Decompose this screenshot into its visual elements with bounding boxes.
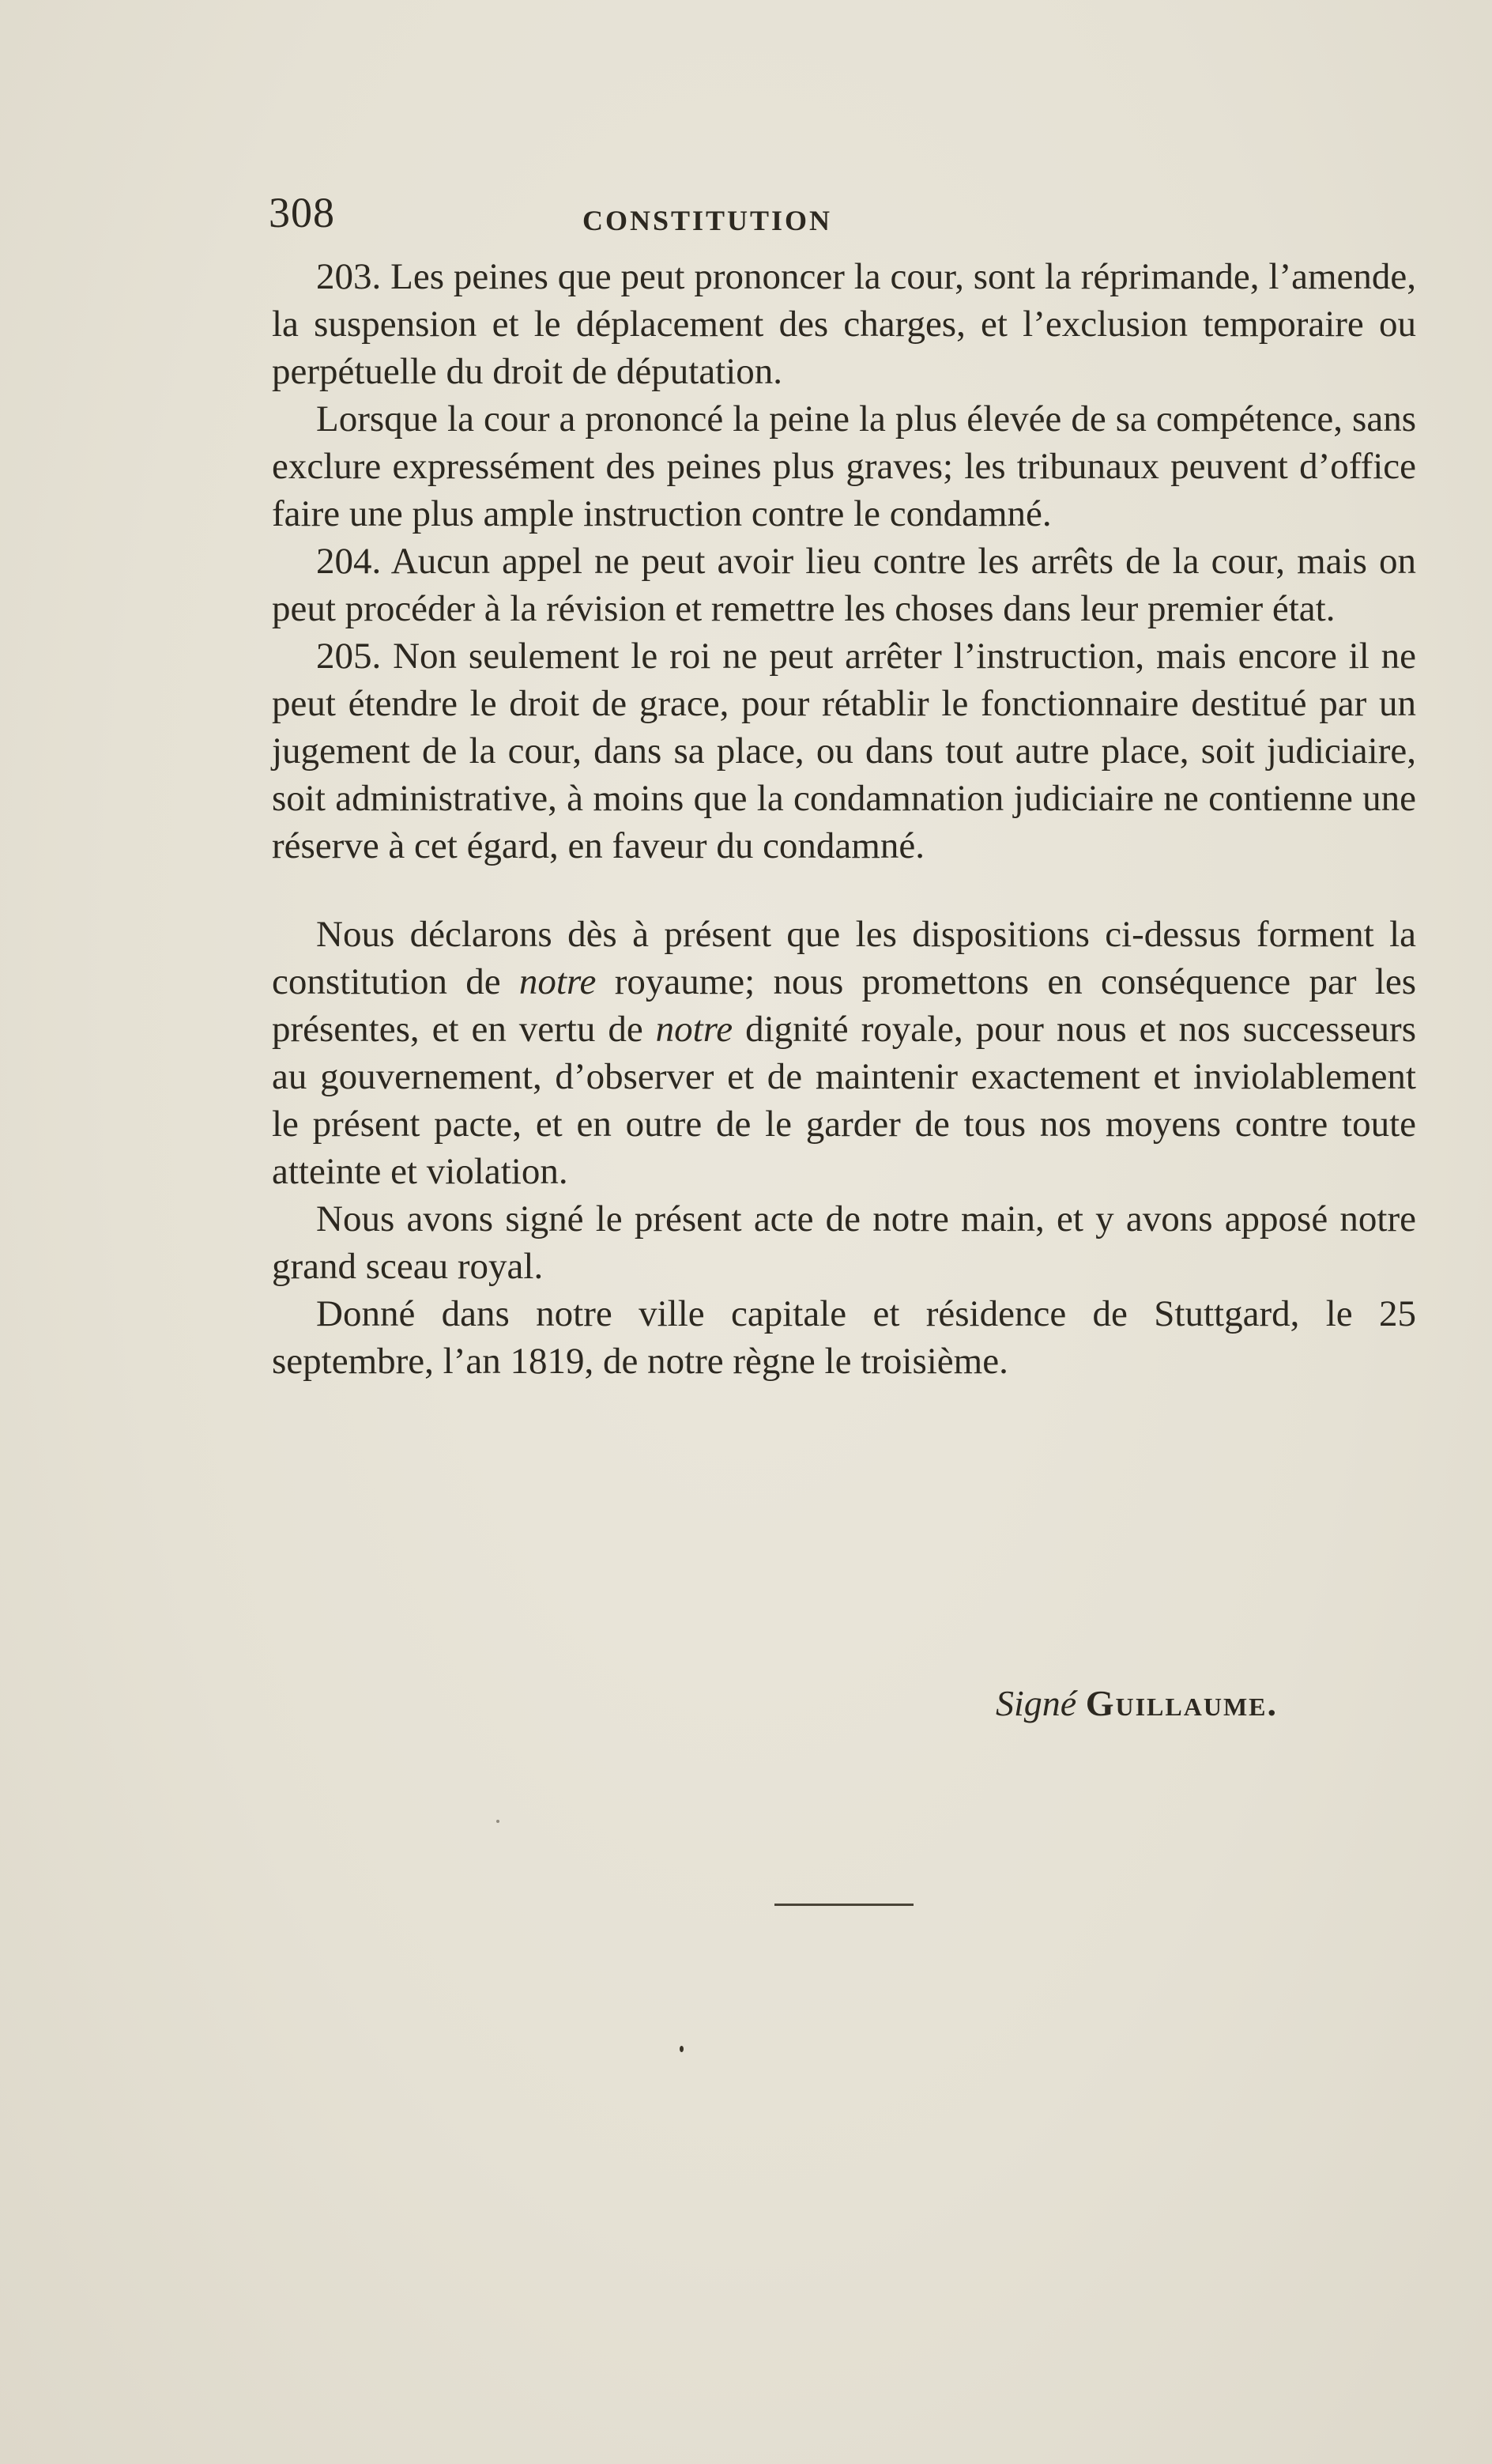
body-text: [272, 253, 1416, 1385]
declaration-text-3: dignité royale, pour nous et nos successeurs au gouvernement, d’observer et de maintenir exactement et inviolablement le présent pacte, et en outre de le garder de tous nos moyens contre toute atteinte et violation.: [272, 1009, 1416, 1192]
article-205: 205. Non seulement le roi ne peut arrêter l’instruction, mais encore il ne peut étendre le droit de grace, pour rétablir le fonctionnaire destitué par un jugement de la cour, dans sa place, ou dans tout autre place, soit judiciaire, soit administrative, à moins que la condamnation judiciaire ne contienne une réserve à cet égard, en faveur du condamné.: [272, 636, 1416, 866]
declaration-emphasis-2: notre: [655, 1009, 733, 1050]
declaration-paragraph: [272, 911, 1416, 1195]
declaration-emphasis-1: notre: [518, 961, 597, 1002]
page-number: 308: [269, 189, 335, 236]
article-204: 204. Aucun appel ne peut avoir lieu contre les arrêts de la cour, mais on peut procéder à la révision et remettre les choses dans leur premier état.: [272, 541, 1416, 629]
page-header: [269, 188, 980, 243]
signed-paragraph: Nous avons signé le présent acte de notre main, et y avons apposé notre grand sceau royal.: [272, 1198, 1416, 1287]
article-203: 203. Les peines que peut prononcer la cour, sont la réprimande, l’amende, la suspension et le déplacement des charges, et l’exclusion temporaire ou perpétuelle du droit de députation.: [272, 256, 1416, 392]
declaration-text-1: Nous déclarons dès à présent que les dispositions ci-dessus forment la constitution de: [272, 914, 1416, 1002]
given-paragraph: Donné dans notre ville capitale et résidence de Stuttgard, le 25 septembre, l’an 1819, de notre règne le troisième.: [272, 1293, 1416, 1382]
closing-rule: [774, 1904, 914, 1906]
article-203-continuation: Lorsque la cour a prononcé la peine la plus élevée de sa compétence, sans exclure expressément des peines plus graves; les tribunaux peuvent d’office faire une plus ample instruction contre le condamné.: [272, 398, 1416, 534]
paragraph-gap: [272, 870, 1416, 911]
declaration-text-2: royaume; nous promettons en conséquence par les présentes, et en vertu de: [272, 961, 1416, 1050]
running-head: CONSTITUTION: [582, 205, 833, 236]
signature-prefix: Signé: [996, 1683, 1077, 1723]
signature-name: Guillaume.: [1085, 1683, 1278, 1723]
signature-line: [996, 1682, 1278, 1724]
ink-speck: [680, 2046, 684, 2052]
ink-speck: [496, 1820, 499, 1823]
